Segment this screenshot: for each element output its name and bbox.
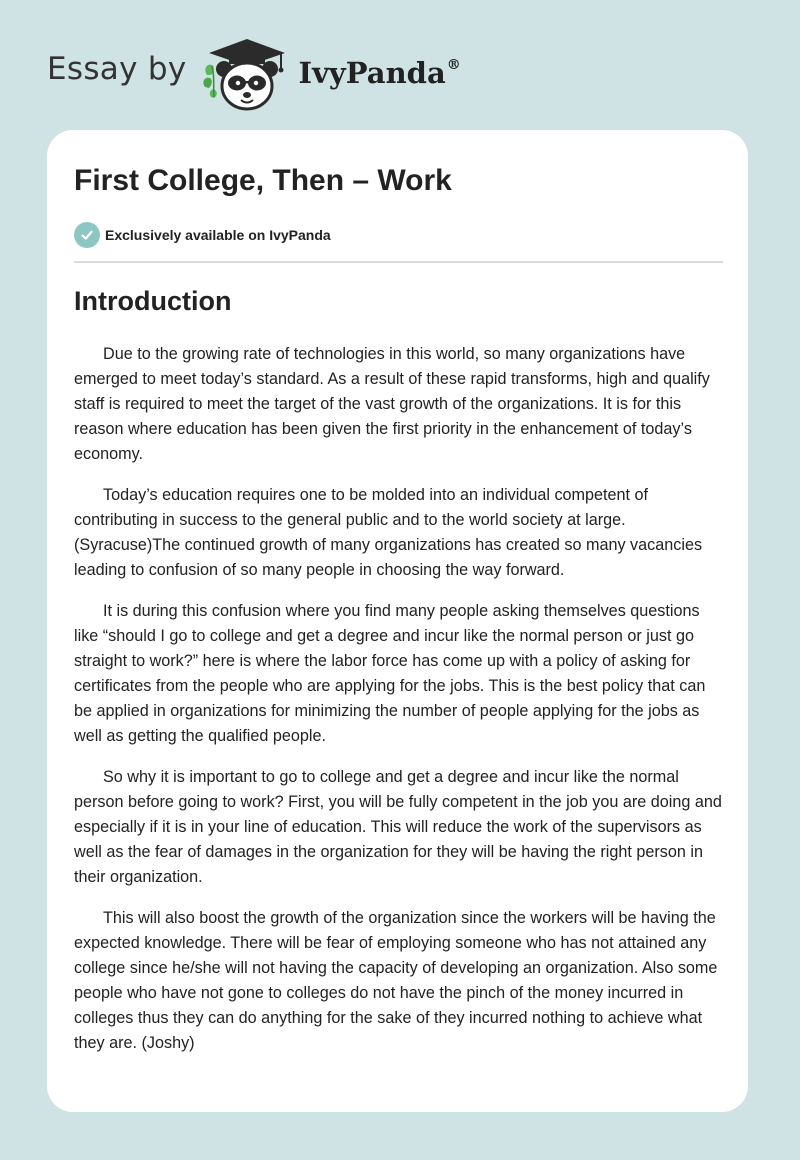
essay-by-label: Essay by bbox=[47, 51, 187, 87]
paragraph: This will also boost the growth of the organization since the workers will be having the expected knowledge. There will be fear of employing someone who has not attained any college since he/she will not having the capacity of developing an organization. Also some people who have not gone to colleges do not have the pinch of the money incurred in colleges thus they can do anything for the sake of they incurred nothing to achieve what they are. (Joshy) bbox=[74, 909, 718, 1052]
divider bbox=[74, 261, 723, 263]
trademark-symbol: ® bbox=[446, 57, 461, 73]
section-heading: Introduction bbox=[74, 286, 232, 316]
paragraph: Due to the growing rate of technologies in this world, so many organizations have emerged to meet today’s standard. As a result of these rapid transforms, high and qualify staff is required to meet the target of the vast growth of the organizations. It is for this reason where education has been given the first priority in the enhancement of today’s economy. bbox=[74, 345, 710, 463]
exclusive-badge bbox=[74, 222, 331, 248]
paragraph: Today’s education requires one to be molded into an individual competent of contributing in success to the general public and to the world society at large. (Syracuse)The continued growth of many organizations has created so many vacancies leading to confusion of so many people in choosing the way forward. bbox=[74, 486, 703, 579]
page-title: First College, Then – Work bbox=[74, 164, 452, 197]
essay-card bbox=[47, 130, 748, 1112]
badge-label: Exclusively available on IvyPanda bbox=[105, 227, 331, 243]
panda-graduate-icon[interactable] bbox=[201, 35, 293, 113]
paragraph: It is during this confusion where you find many people asking themselves questions like “should I go to college and get a degree and incur like the normal person or just go straight to work?” here is where the labor force has come up with a policy of asking for certificates from the people who are applying for the jobs. This is the best policy that can be applied in organizations for minimizing the number of people applying for the jobs as well as getting the qualified people. bbox=[74, 602, 706, 745]
essay-body bbox=[74, 342, 726, 1072]
site-header bbox=[47, 34, 507, 114]
brand-text: IvyPanda bbox=[298, 56, 446, 90]
check-circle-icon bbox=[74, 222, 100, 248]
brand-name[interactable] bbox=[299, 56, 461, 90]
paragraph: So why it is important to go to college and get a degree and incur like the normal person before going to work? First, you will be fully competent in the job you are doing and especially if it is in your line of education. This will reduce the work of the supervisors as well as the fear of damages in the organization for they will be having the right person in their organization. bbox=[74, 768, 722, 886]
